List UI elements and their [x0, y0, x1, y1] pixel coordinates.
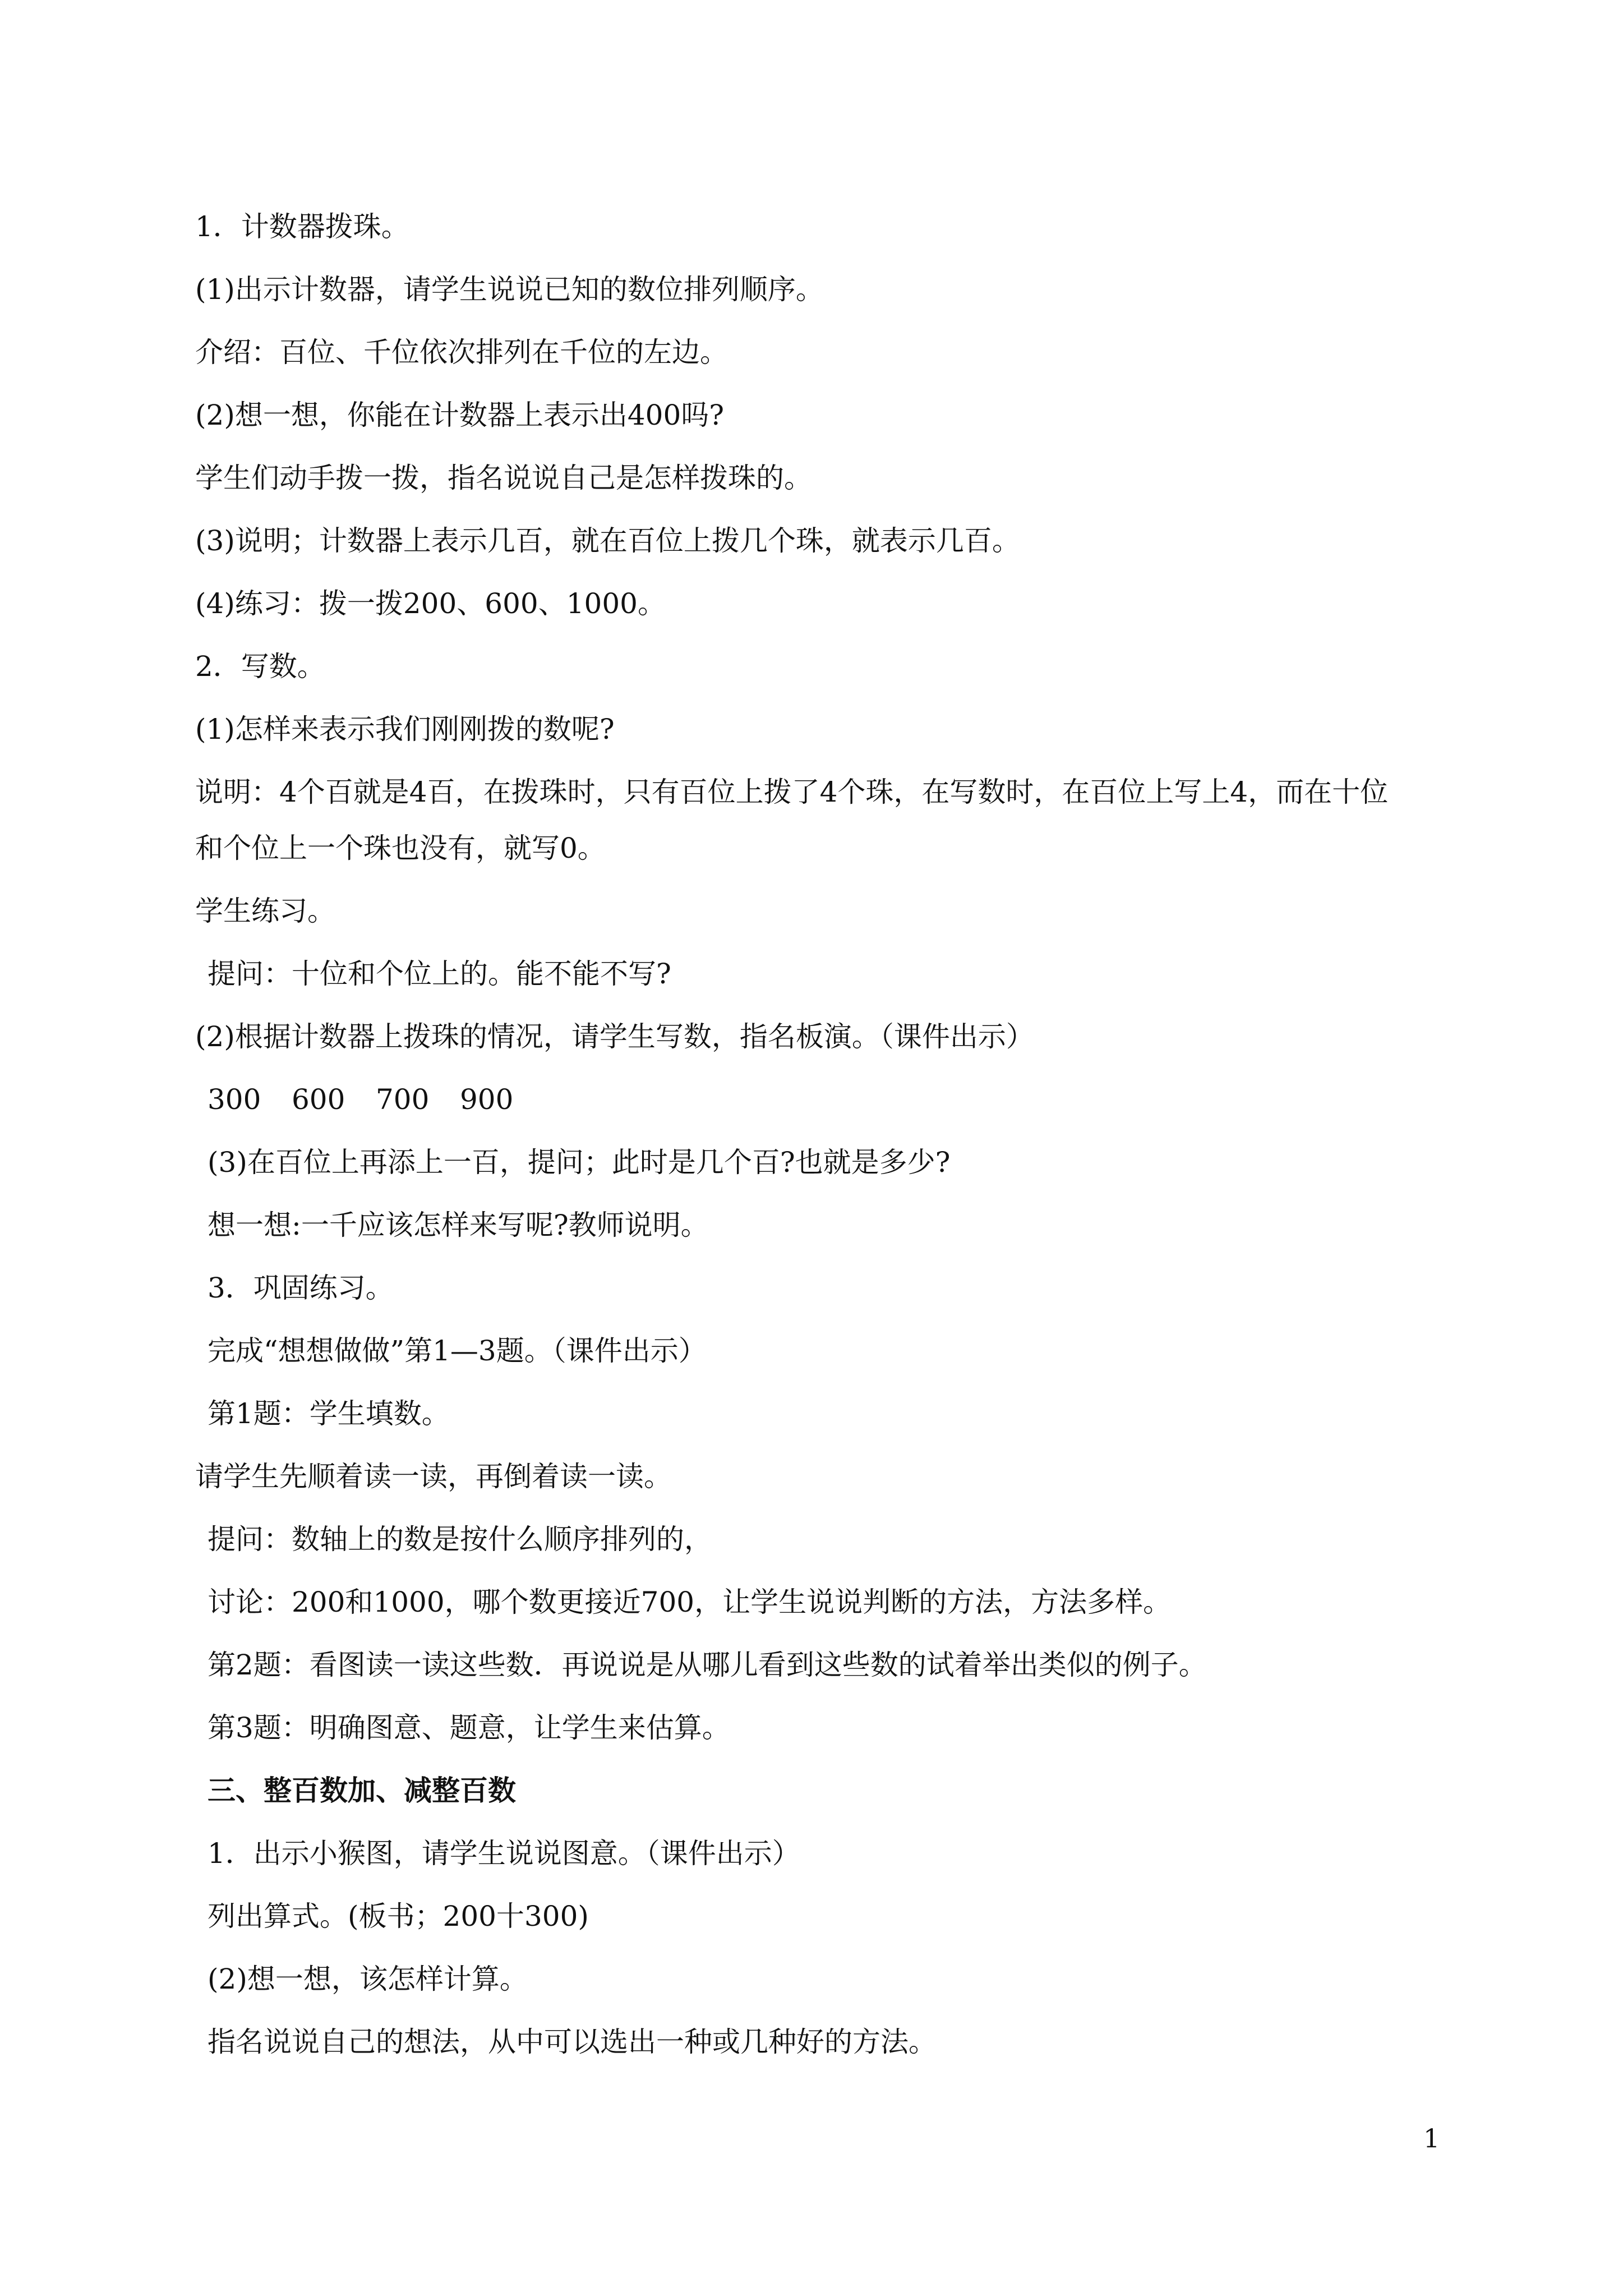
text-line: (3)在百位上再添上一百，提问；此时是几个百?也就是多少?: [208, 1146, 951, 1179]
text-line: 第3题：明确图意、题意，让学生来估算。: [208, 1711, 730, 1744]
text-line: 1．出示小猴图，请学生说说图意。（课件出示）: [208, 1837, 800, 1870]
text-line: (3)说明；计数器上表示几百，就在百位上拨几个珠，就表示几百。: [195, 524, 1020, 557]
text-line: (1)出示计数器，请学生说说已知的数位排列顺序。: [195, 273, 824, 306]
number-item: 700: [376, 1083, 430, 1116]
text-line: (2)想一想，你能在计数器上表示出400吗?: [195, 399, 725, 431]
text-line: 2．写数。: [195, 650, 325, 683]
text-line: (2)根据计数器上拨珠的情况，请学生写数，指名板演。（课件出示）: [195, 1020, 1034, 1053]
number-item: 300: [208, 1083, 261, 1116]
text-line: 完成“想想做做”第1—3题。（课件出示）: [208, 1335, 707, 1367]
text-line: (2)想一想，该怎样计算。: [208, 1963, 528, 1995]
text-line: (1)怎样来表示我们刚刚拨的数呢?: [195, 713, 615, 746]
text-line: 请学生先顺着读一读，再倒着读一读。: [195, 1460, 672, 1493]
section-heading: 三、整百数加、减整百数: [208, 1774, 516, 1807]
page-number: 1: [1423, 2123, 1440, 2154]
text-line: 讨论：200和1000，哪个数更接近700，让学生说说判断的方法，方法多样。: [208, 1586, 1172, 1618]
text-line: 提问：数轴上的数是按什么顺序排列的，: [208, 1523, 712, 1556]
text-line: 想一想:一千应该怎样来写呢?教师说明。: [208, 1209, 709, 1241]
text-line: 学生练习。: [195, 895, 335, 927]
number-item: 900: [460, 1083, 514, 1116]
number-row: [195, 1082, 1457, 1117]
number-item: 600: [292, 1083, 345, 1116]
text-line: 和个位上一个珠也没有，就写0。: [195, 832, 606, 864]
text-line: 第1题：学生填数。: [208, 1397, 450, 1430]
text-line: 3．巩固练习。: [208, 1272, 394, 1304]
text-line: (4)练习：拨一拨200、600、1000。: [195, 587, 666, 620]
text-line: 提问：十位和个位上的。能不能不写?: [208, 958, 671, 990]
document-body: [195, 209, 1457, 2087]
text-line: 列出算式。(板书；200十300): [208, 1900, 589, 1932]
text-line: 介绍：百位、千位依次排列在千位的左边。: [195, 336, 728, 369]
text-line: 指名说说自己的想法，从中可以选出一种或几种好的方法。: [208, 2026, 937, 2058]
text-line: 1．计数器拨珠。: [195, 210, 409, 243]
text-line: 学生们动手拨一拨，指名说说自己是怎样拨珠的。: [195, 462, 812, 494]
text-line: 说明：4个百就是4百，在拨珠时，只有百位上拨了4个珠，在写数时，在百位上写上4，而在十位: [195, 776, 1389, 808]
text-line: 第2题：看图读一读这些数．再说说是从哪儿看到这些数的试着举出类似的例子。: [208, 1649, 1207, 1681]
